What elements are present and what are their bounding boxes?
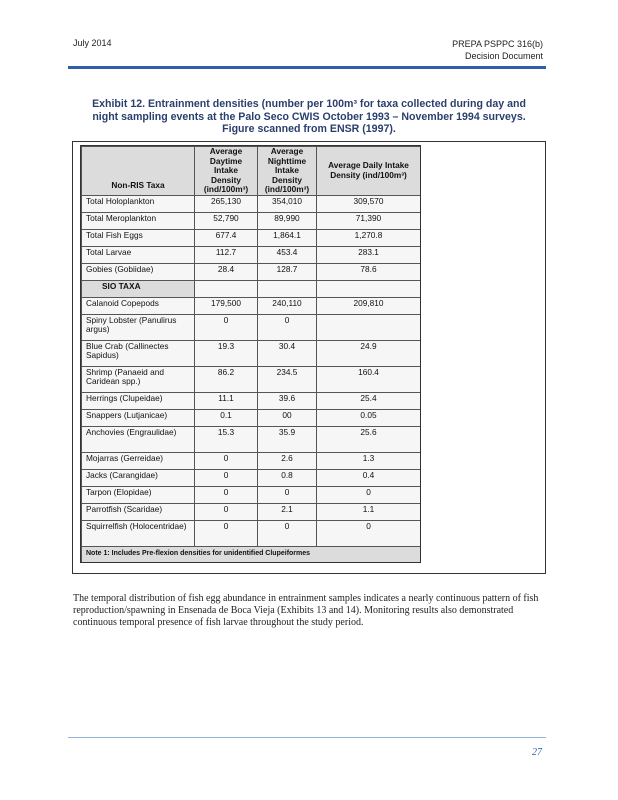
cell-daytime: 265,130 [195, 195, 258, 212]
body-paragraph: The temporal distribution of fish egg abundance in entrainment samples indicates a nearly continuous pattern of fish reproduction/spawning in Ensenada de Boca Vieja (Exhibits 13 and 14). Monitoring results also demonstrated continuous temporal presence of fish larvae throughout the study period. [73, 593, 539, 629]
cell-daytime: 0 [195, 452, 258, 469]
table-row [82, 195, 421, 212]
cell-taxa: Jacks (Carangidae) [82, 469, 195, 486]
cell-daytime: 0 [195, 503, 258, 520]
cell-nighttime: 1,864.1 [258, 229, 317, 246]
cell-nighttime: 0 [258, 314, 317, 340]
cell-taxa: Spiny Lobster (Panulirus argus) [82, 314, 195, 340]
table-row [82, 246, 421, 263]
cell-taxa: Blue Crab (Callinectes Sapidus) [82, 340, 195, 366]
cell-daytime: 112.7 [195, 246, 258, 263]
col-header-nighttime: Average Nighttime Intake Density (ind/100m³) [258, 147, 317, 196]
cell-daily: 78.6 [317, 263, 421, 280]
table-row [82, 520, 421, 546]
table-row [82, 366, 421, 392]
page-number: 27 [532, 747, 542, 758]
entrainment-table [81, 146, 421, 563]
cell-nighttime: 234.5 [258, 366, 317, 392]
cell-daily: 1,270.8 [317, 229, 421, 246]
cell-taxa: Total Holoplankton [82, 195, 195, 212]
table-body-sio-header [82, 280, 421, 297]
cell-taxa: Herrings (Clupeidae) [82, 392, 195, 409]
table-row [82, 340, 421, 366]
cell-daily [317, 314, 421, 340]
footer-rule [68, 737, 546, 738]
sio-blank-cell [258, 280, 317, 297]
cell-taxa: Total Meroplankton [82, 212, 195, 229]
cell-daytime: 52,790 [195, 212, 258, 229]
cell-daily: 25.6 [317, 426, 421, 452]
cell-taxa: Tarpon (Elopidae) [82, 486, 195, 503]
cell-daily: 0.4 [317, 469, 421, 486]
cell-nighttime: 30.4 [258, 340, 317, 366]
header-doc-id: PREPA PSPPC 316(b) [452, 39, 543, 49]
header-doc-type: Decision Document [464, 51, 543, 61]
cell-nighttime: 2.6 [258, 452, 317, 469]
cell-daily: 1.3 [317, 452, 421, 469]
sio-blank-cell [195, 280, 258, 297]
cell-daily: 0 [317, 520, 421, 546]
cell-nighttime: 453.4 [258, 246, 317, 263]
header-date: July 2014 [73, 38, 112, 48]
cell-daily: 25.4 [317, 392, 421, 409]
cell-daily: 160.4 [317, 366, 421, 392]
table-body-sio [82, 297, 421, 546]
table-row [82, 229, 421, 246]
table-row [82, 212, 421, 229]
cell-daytime: 0.1 [195, 409, 258, 426]
cell-nighttime: 2.1 [258, 503, 317, 520]
cell-daytime: 28.4 [195, 263, 258, 280]
sio-section-row [82, 280, 421, 297]
cell-taxa: Calanoid Copepods [82, 297, 195, 314]
cell-daily: 0 [317, 486, 421, 503]
cell-nighttime: 0 [258, 520, 317, 546]
cell-nighttime: 128.7 [258, 263, 317, 280]
cell-daily: 209,810 [317, 297, 421, 314]
cell-daily: 1.1 [317, 503, 421, 520]
table-row [82, 297, 421, 314]
cell-daily: 0.05 [317, 409, 421, 426]
table-row [82, 486, 421, 503]
header-document-id [452, 38, 543, 62]
cell-daily: 283.1 [317, 246, 421, 263]
sio-section-label: SIO TAXA [82, 280, 195, 297]
cell-nighttime: 354,010 [258, 195, 317, 212]
table-row [82, 469, 421, 486]
cell-nighttime: 0.8 [258, 469, 317, 486]
cell-daily: 71,390 [317, 212, 421, 229]
table-row [82, 263, 421, 280]
cell-taxa: Parrotfish (Scaridae) [82, 503, 195, 520]
table-row [82, 392, 421, 409]
table-header-row [82, 147, 421, 196]
table-row [82, 452, 421, 469]
cell-nighttime: 39.6 [258, 392, 317, 409]
col-header-daily: Average Daily Intake Density (ind/100m³) [317, 147, 421, 196]
cell-taxa: Squirrelfish (Holocentridae) [82, 520, 195, 546]
cell-daytime: 0 [195, 520, 258, 546]
table-row [82, 503, 421, 520]
cell-nighttime: 0 [258, 486, 317, 503]
cell-daytime: 19.3 [195, 340, 258, 366]
cell-taxa: Anchovies (Engraulidae) [82, 426, 195, 452]
header-rule [68, 66, 546, 69]
cell-daytime: 0 [195, 314, 258, 340]
cell-daily: 309,570 [317, 195, 421, 212]
table-row [82, 409, 421, 426]
cell-daytime: 0 [195, 486, 258, 503]
cell-taxa: Mojarras (Gerreidae) [82, 452, 195, 469]
table-body-non-ris [82, 195, 421, 280]
cell-daytime: 677.4 [195, 229, 258, 246]
table-note-row [82, 546, 421, 562]
cell-daytime: 0 [195, 469, 258, 486]
cell-daytime: 86.2 [195, 366, 258, 392]
table-row [82, 314, 421, 340]
col-header-daytime: Average Daytime Intake Density (ind/100m³) [195, 147, 258, 196]
cell-taxa: Total Larvae [82, 246, 195, 263]
table-row [82, 426, 421, 452]
exhibit-caption: Exhibit 12. Entrainment densities (number per 100m³ for taxa collected during day and night sampling events at the Palo Seco CWIS October 1993 – November 1994 surveys. Figure scanned from ENSR (1997). [92, 98, 526, 135]
cell-nighttime: 89,990 [258, 212, 317, 229]
cell-daytime: 179,500 [195, 297, 258, 314]
entrainment-table-image [80, 145, 421, 563]
cell-taxa: Shrimp (Panaeid and Caridean spp.) [82, 366, 195, 392]
table-note: Note 1: Includes Pre-flexion densities for unidentified Clupeiformes [82, 546, 421, 562]
cell-nighttime: 00 [258, 409, 317, 426]
cell-daytime: 15.3 [195, 426, 258, 452]
col-header-taxa: Non-RIS Taxa [82, 147, 195, 196]
sio-blank-cell [317, 280, 421, 297]
cell-taxa: Gobies (Gobiidae) [82, 263, 195, 280]
cell-nighttime: 240,110 [258, 297, 317, 314]
cell-daytime: 11.1 [195, 392, 258, 409]
cell-taxa: Snappers (Lutjanicae) [82, 409, 195, 426]
cell-nighttime: 35.9 [258, 426, 317, 452]
cell-taxa: Total Fish Eggs [82, 229, 195, 246]
cell-daily: 24.9 [317, 340, 421, 366]
